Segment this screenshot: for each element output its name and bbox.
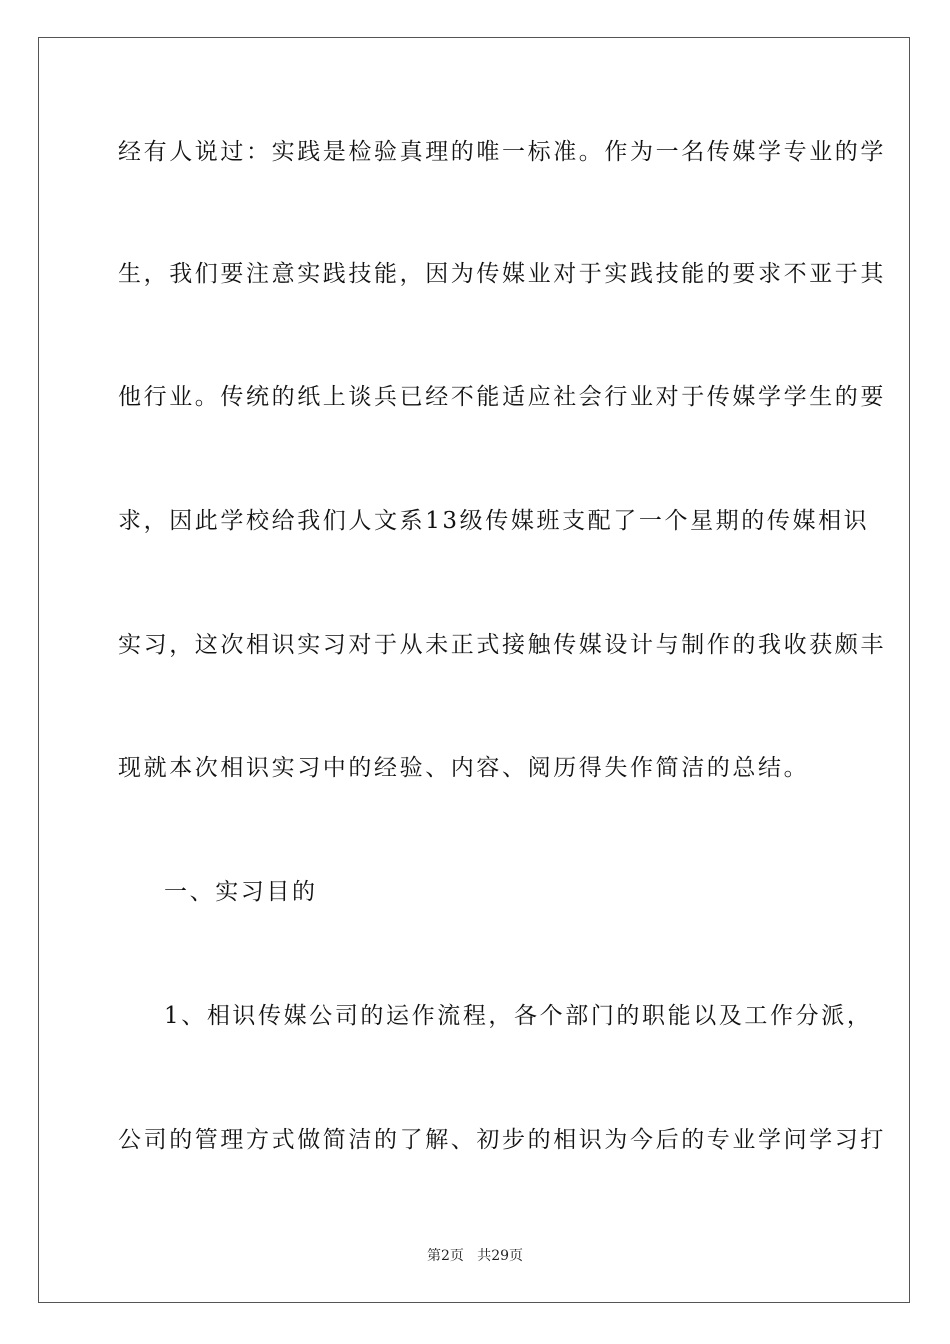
text-line-9: 公司的管理方式做简洁的了解、初步的相识为今后的专业学问学习打 [118, 1127, 886, 1153]
text-line-6: 现就本次相识实习中的经验、内容、阅历得失作简洁的总结。 [118, 755, 810, 781]
text-line-1: 经有人说过：实践是检验真理的唯一标准。作为一名传媒学专业的学 [118, 139, 886, 165]
text-line-4: 求，因此学校给我们人文系13级传媒班支配了一个星期的传媒相识 [118, 508, 870, 534]
text-line-3: 他行业。传统的纸上谈兵已经不能适应社会行业对于传媒学学生的要 [118, 384, 886, 410]
section-heading: 一、实习目的 [164, 879, 318, 905]
text-line-5: 实习，这次相识实习对于从未正式接触传媒设计与制作的我收获颇丰 [118, 632, 886, 658]
page-border [38, 37, 910, 1303]
text-line-2: 生，我们要注意实践技能，因为传媒业对于实践技能的要求不亚于其 [118, 261, 886, 287]
page-number-footer: 第2页 共29页 [426, 1248, 524, 1264]
text-line-8: 1、相识传媒公司的运作流程，各个部门的职能以及工作分派， [164, 1003, 873, 1029]
